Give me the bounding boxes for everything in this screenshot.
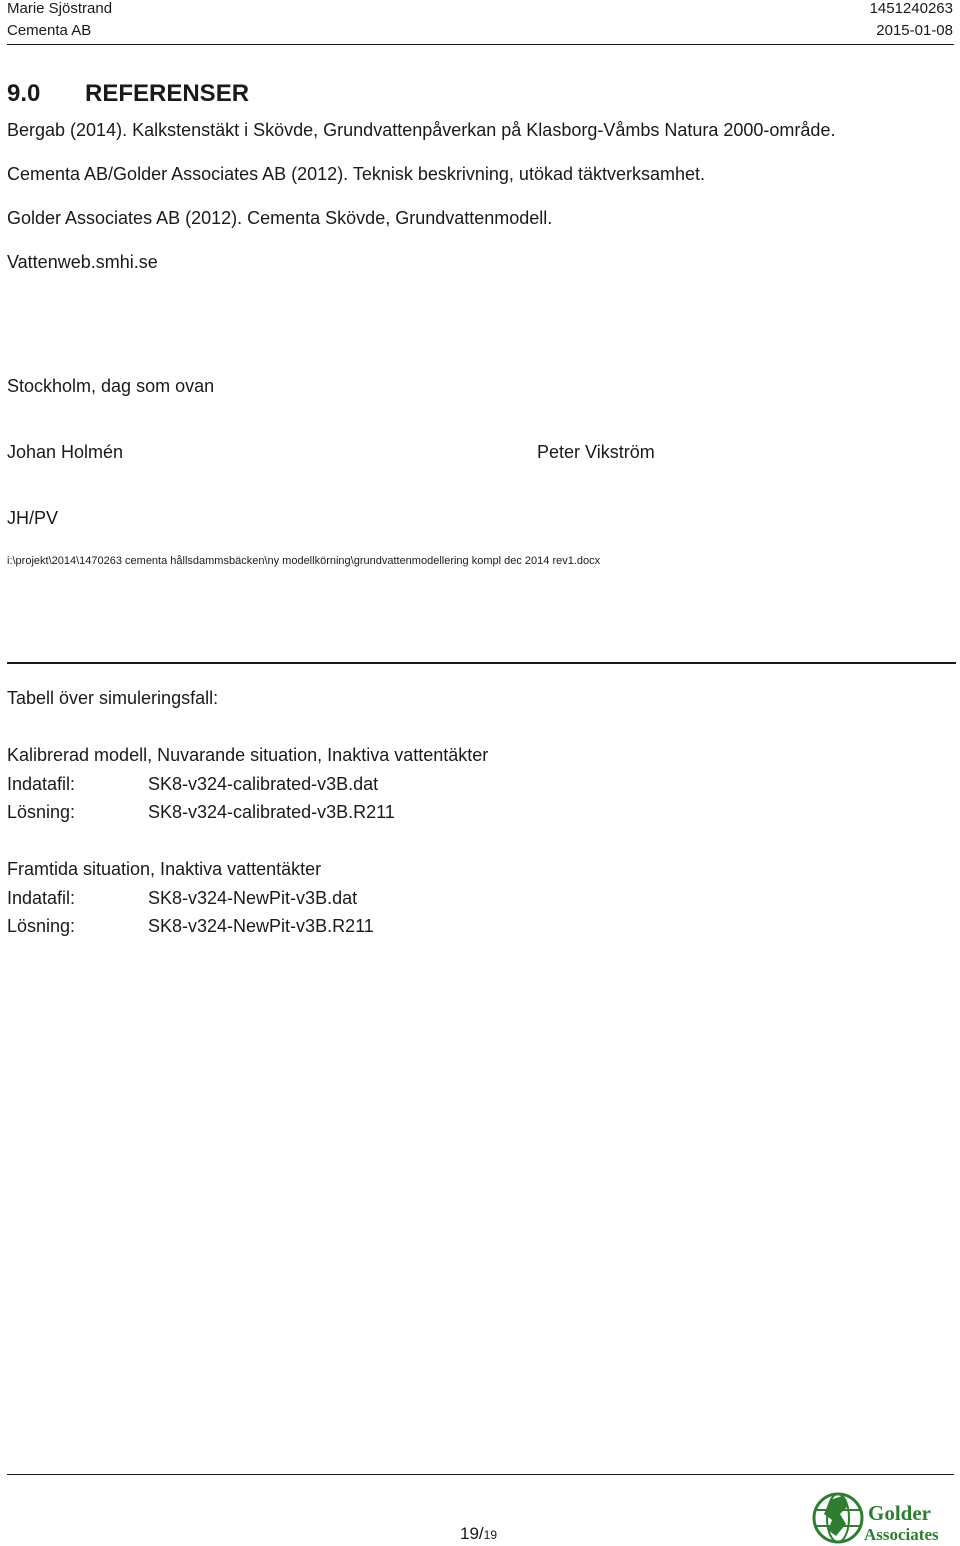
logo-text-line1: Golder (868, 1501, 931, 1525)
header-divider (7, 44, 954, 45)
case-input-row (7, 887, 357, 909)
case-input-row (7, 773, 378, 795)
reference-item: Bergab (2014). Kalkstenstäkt i Skövde, Grundvattenpåverkan på Klasborg-Våmbs Natura 2000-område. (7, 120, 836, 140)
reference-item: Cementa AB/Golder Associates AB (2012). Teknisk beskrivning, utökad täktverksamhet. (7, 164, 706, 184)
header-author: Marie Sjöstrand (7, 0, 113, 17)
header-company: Cementa AB (7, 22, 92, 39)
case-solution-row (7, 801, 395, 823)
case-solution-row (7, 915, 374, 937)
globe-icon (814, 1494, 862, 1542)
place-date: Stockholm, dag som ovan (7, 376, 215, 396)
golder-associates-logo (812, 1490, 958, 1546)
input-value: SK8-v324-NewPit-v3B.dat (148, 888, 358, 908)
header-date: 2015-01-08 (876, 22, 953, 39)
input-label: Indatafil: (7, 888, 76, 908)
file-path: i:\projekt\2014\1470263 cementa hållsdammsbäcken\ny modellkörning\grundvattenmodellering kompl dec 2014 rev1.docx (7, 555, 601, 567)
solution-value: SK8-v324-calibrated-v3B.R211 (148, 802, 395, 822)
reference-item: Vattenweb.smhi.se (7, 252, 158, 272)
signer-right: Peter Vikström (537, 442, 655, 462)
solution-label: Lösning: (7, 802, 76, 822)
signer-left: Johan Holmén (7, 442, 124, 462)
appendix-divider (7, 662, 956, 664)
initials: JH/PV (7, 508, 59, 528)
simulations-title: Tabell över simuleringsfall: (7, 688, 219, 708)
page-number (460, 1524, 497, 1544)
input-value: SK8-v324-calibrated-v3B.dat (148, 774, 379, 794)
input-label: Indatafil: (7, 774, 76, 794)
footer-divider (7, 1474, 954, 1475)
page-current: 19/ (460, 1524, 484, 1543)
solution-value: SK8-v324-NewPit-v3B.R211 (148, 916, 374, 936)
logo-text-line2: Associates (864, 1525, 939, 1544)
case-name: Kalibrerad modell, Nuvarande situation, Inaktiva vattentäkter (7, 745, 489, 765)
header-doc-number: 1451240263 (869, 0, 953, 17)
solution-label: Lösning: (7, 916, 76, 936)
section-title: REFERENSER (85, 80, 250, 107)
section-heading (7, 80, 249, 108)
page-total: 19 (483, 1528, 497, 1542)
reference-item: Golder Associates AB (2012). Cementa Skövde, Grundvattenmodell. (7, 208, 553, 228)
section-number: 9.0 (7, 80, 41, 107)
case-name: Framtida situation, Inaktiva vattentäkter (7, 859, 322, 879)
